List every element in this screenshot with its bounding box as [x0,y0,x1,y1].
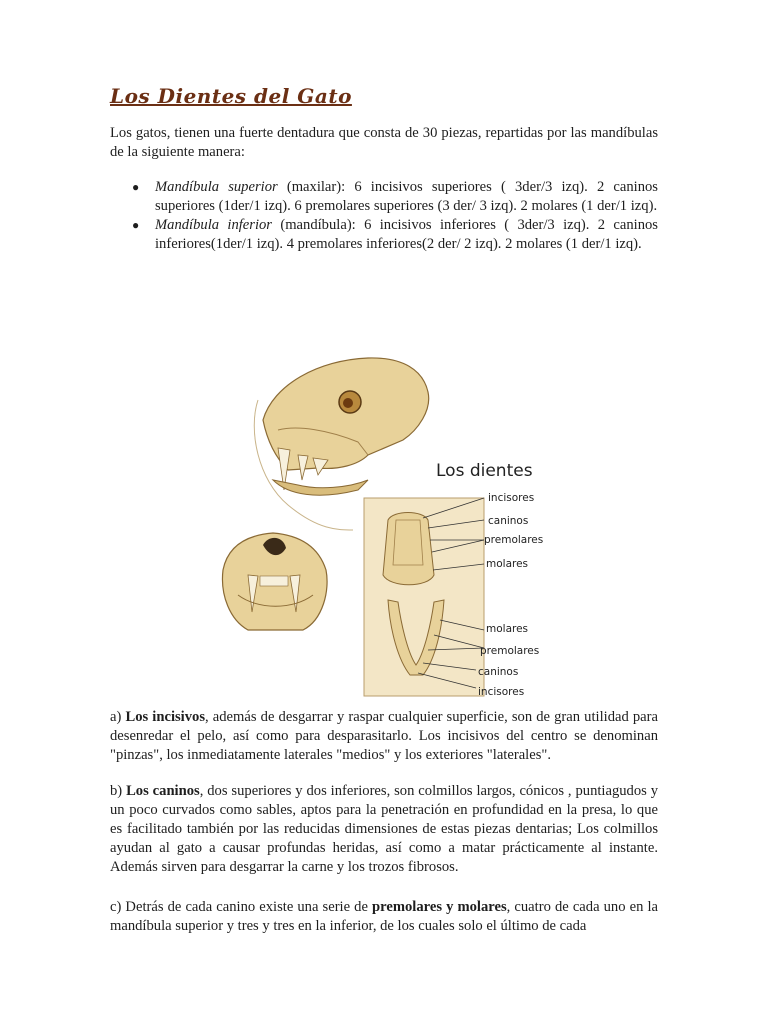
paragraph-incisivos [110,708,658,765]
paragraph-caninos [110,782,658,877]
lower-jaw-name: Mandíbula inferior [155,217,272,233]
upper-jaw-text: (maxilar): 6 incisivos superiores ( 3der/3 izq). 2 caninos superiores (1der/1 izq). 6 premolares superiores (3 der/ 3 izq). 2 molares (1 der/1 izq). [155,179,658,214]
upper-jaw-name: Mandíbula superior [155,179,278,195]
list-item-lower-jaw [110,216,658,254]
term-caninos: Los caninos [126,783,200,799]
label-upper-premolares: premolares [484,534,544,546]
lower-jaw-text: (mandíbula): 6 incisivos inferiores ( 3der/3 izq). 2 caninos inferiores(1der/1 izq). 4 premolares inferiores(2 der/ 2 izq). 2 molares (1 der/1 izq). [155,217,658,252]
label-upper-caninos: caninos [488,515,529,527]
paragraph-text: , además de desgarrar y raspar cualquier superficie, son de gran utilidad para desenredar el pelo, así como para desparasitarlo. Los incisivos del centro se denominan "pinzas", los inmediatamente laterales "medios" y los exteriores "laterales". [110,709,658,763]
paragraph-premolares [110,898,658,936]
skull-front-view [222,533,327,630]
bullet-icon: ● [132,180,140,194]
paragraph-text: , dos superiores y dos inferiores, son colmillos largos, cónicos , puntiagudos y un poco curvados como sables, aptos para la penetración en profundidad en la presa, lo que es facilitado también por las reducidas dimensiones de estas piezas dentarias; Los colmillos ayudan al gato a causar profundas heridas, así como a matar prácticamente al instante. Además sirven para desgarrar la carne y los trozos fibrosos. [110,783,659,875]
label-lower-molares: molares [486,623,529,635]
list-item-upper-jaw [110,178,658,216]
term-incisivos: Los incisivos [125,709,206,725]
label-upper-incisores: incisores [488,492,535,504]
label-lower-caninos: caninos [478,666,519,678]
label-lower-premolares: premolares [480,645,540,657]
jaw-list [110,178,658,254]
document-title: Los Dientes del Gato [110,84,352,108]
figure-title: Los dientes [436,461,533,481]
paragraph-text: , cuatro de cada uno en la mandíbula superior y tres y tres en la inferior, de los cuales solo el último de cada [110,899,658,934]
paragraph-prefix: c) Detrás de cada canino existe una serie de [110,899,373,915]
term-premolares-molares: premolares y molares [372,899,507,915]
label-lower-incisores: incisores [478,686,525,698]
paragraph-prefix: b) [110,783,127,799]
bullet-icon: ● [132,218,140,232]
paragraph-prefix: a) [110,709,126,725]
teeth-diagram-panel [364,498,484,696]
label-upper-molares: molares [486,558,529,570]
intro-paragraph: Los gatos, tienen una fuerte dentadura que consta de 30 piezas, repartidas por las mandíbulas de la siguiente manera: [110,125,658,160]
